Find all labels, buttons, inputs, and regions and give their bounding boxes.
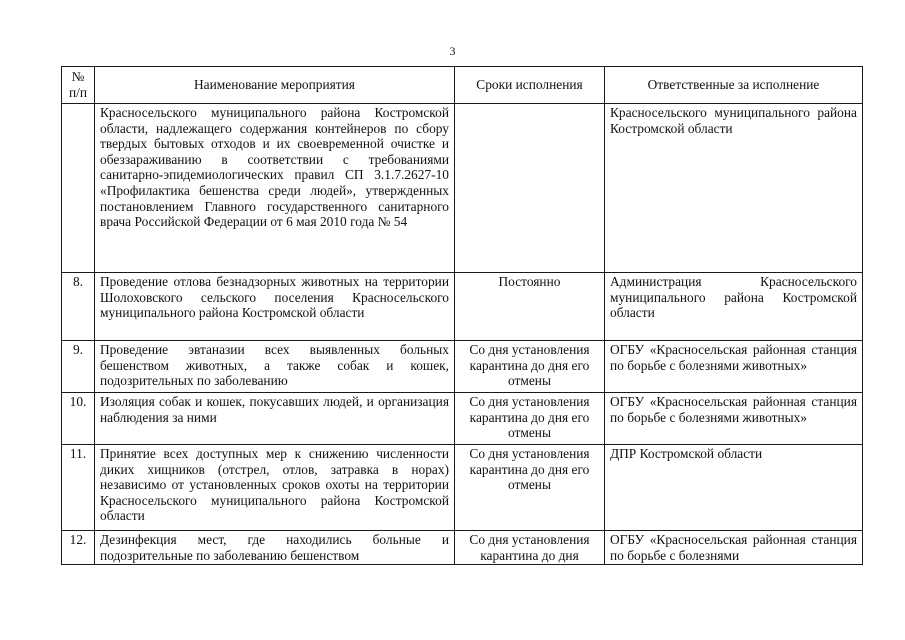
table-row <box>62 104 863 273</box>
row-num: 12. <box>62 531 95 565</box>
row-name: Проведение эвтаназии всех выявленных больных бешенством животных, а также собак и кошек, подозрительных по заболеванию <box>95 341 455 393</box>
row-num <box>62 104 95 273</box>
header-name: Наименование мероприятия <box>95 67 455 104</box>
row-resp: ОГБУ «Красносельская районная станция по борьбе с болезнями <box>605 531 863 565</box>
row-num: 10. <box>62 393 95 445</box>
table-row <box>62 531 863 565</box>
row-term: Со дня установления карантина до дня его отмены <box>455 341 605 393</box>
header-term: Сроки исполнения <box>455 67 605 104</box>
measures-table <box>61 66 863 565</box>
table-row <box>62 393 863 445</box>
row-name: Проведение отлова безнадзорных животных на территории Шолоховского сельского поселения Красносельского муниципального района Костромской области <box>95 273 455 341</box>
row-name: Дезинфекция мест, где находились больные и подозрительные по заболеванию бешенством <box>95 531 455 565</box>
header-resp: Ответственные за исполнение <box>605 67 863 104</box>
row-num: 9. <box>62 341 95 393</box>
header-num: № п/п <box>62 67 95 104</box>
row-resp: Администрация Красносельского муниципального района Костромской области <box>605 273 863 341</box>
row-term: Постоянно <box>455 273 605 341</box>
row-num: 11. <box>62 445 95 531</box>
row-name: Красносельского муниципального района Костромской области, надлежащего содержания контейнеров по сбору твердых бытовых отходов и их своевременной очистке и обеззараживанию в соответствии с требованиями санитарно-эпидемиологических правил СП 3.1.7.2627-10 «Профилактика бешенства среди людей», утвержденных постановлением Главного государственного санитарного врача Российской Федерации от 6 мая 2010 года № 54 <box>95 104 455 273</box>
table-row <box>62 341 863 393</box>
table-row <box>62 273 863 341</box>
table-header-row <box>62 67 863 104</box>
table-row <box>62 445 863 531</box>
row-num: 8. <box>62 273 95 341</box>
row-name: Изоляция собак и кошек, покусавших людей, и организация наблюдения за ними <box>95 393 455 445</box>
row-term <box>455 104 605 273</box>
page-number: 3 <box>449 44 456 58</box>
row-resp: ОГБУ «Красносельская районная станция по борьбе с болезнями животных» <box>605 341 863 393</box>
row-name: Принятие всех доступных мер к снижению численности диких хищников (отстрел, отлов, затравка в норах) независимо от установленных сроков охоты на территории Красносельского муниципального района Костромской области <box>95 445 455 531</box>
row-term: Со дня установления карантина до дня его отмены <box>455 445 605 531</box>
row-resp: Красносельского муниципального района Костромской области <box>605 104 863 273</box>
row-resp: ОГБУ «Красносельская районная станция по борьбе с болезнями животных» <box>605 393 863 445</box>
row-term: Со дня установления карантина до дня его отмены <box>455 393 605 445</box>
row-term: Со дня установления карантина до дня <box>455 531 605 565</box>
row-resp: ДПР Костромской области <box>605 445 863 531</box>
